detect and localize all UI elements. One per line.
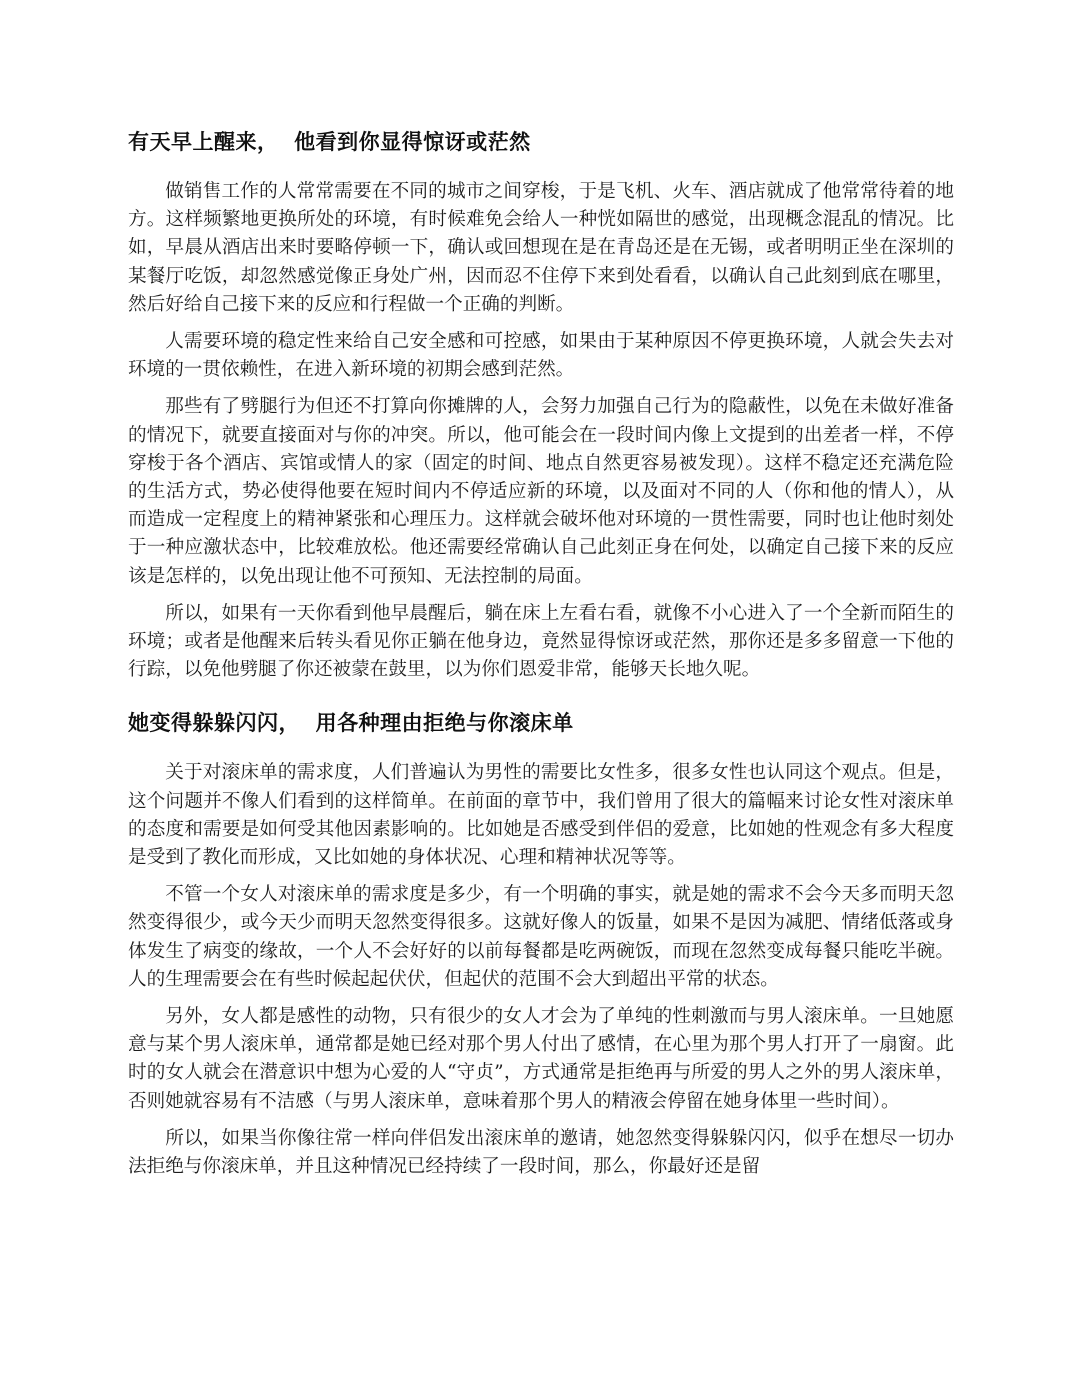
section-avoidance bbox=[128, 707, 954, 1181]
paragraph: 做销售工作的人常常需要在不同的城市之间穿梭，于是飞机、火车、酒店就成了他常常待着的地方。这样频繁地更换所处的环境，有时候难免会给人一种恍如隔世的感觉，出现概念混乱的情况。比如，早晨从酒店出来时要略停顿一下，确认或回想现在是在青岛还是在无锡，或者明明正坐在深圳的某餐厅吃饭，却忽然感觉像正身处广州，因而忍不住停下来到处看看，以确认自己此刻到底在哪里，然后好给自己接下来的反应和行程做一个正确的判断。 bbox=[128, 181, 954, 315]
paragraph: 关于对滚床单的需求度，人们普遍认为男性的需要比女性多，很多女性也认同这个观点。但是，这个问题并不像人们看到的这样简单。在前面的章节中，我们曾用了很大的篇幅来讨论女性对滚床单的态度和需要是如何受其他因素影响的。比如她是否感受到伴侣的爱意，比如她的性观念有多大程度是受到了教化而形成，又比如她的身体状况、心理和精神状况等等。 bbox=[128, 762, 954, 869]
paragraph: 人需要环境的稳定性来给自己安全感和可控感，如果由于某种原因不停更换环境，人就会失去对环境的一贯依赖性，在进入新环境的初期会感到茫然。 bbox=[128, 331, 954, 381]
paragraph: 不管一个女人对滚床单的需求度是多少，有一个明确的事实，就是她的需求不会今天多而明天忽然变得很少，或今天少而明天忽然变得很多。这就好像人的饭量，如果不是因为减肥、情绪低落或身体发生了病变的缘故，一个人不会好好的以前每餐都是吃两碗饭，而现在忽然变成每餐只能吃半碗。人的生理需要会在有些时候起起伏伏，但起伏的范围不会大到超出平常的状态。 bbox=[128, 884, 954, 990]
section-morning-surprise bbox=[128, 126, 954, 684]
paragraph: 所以，如果当你像往常一样向伴侣发出滚床单的邀请，她忽然变得躲躲闪闪，似乎在想尽一切办法拒绝与你滚床单，并且这种情况已经持续了一段时间，那么，你最好还是留 bbox=[128, 1127, 954, 1178]
section-heading: 有天早上醒来， 他看到你显得惊讶或茫然 bbox=[128, 130, 531, 154]
document-page bbox=[128, 126, 954, 1190]
section-heading: 她变得躲躲闪闪， 用各种理由拒绝与你滚床单 bbox=[128, 711, 574, 736]
paragraph: 所以，如果有一天你看到他早晨醒后，躺在床上左看右看，就像不小心进入了一个全新而陌生的环境；或者是他醒来后转头看见你正躺在他身边，竟然显得惊讶或茫然，那你还是多多留意一下他的行踪，以免他劈腿了你还被蒙在鼓里，以为你们恩爱非常，能够天长地久呢。 bbox=[128, 602, 954, 681]
paragraph: 那些有了劈腿行为但还不打算向你摊牌的人，会努力加强自己行为的隐蔽性，以免在未做好准备的情况下，就要直接面对与你的冲突。所以，他可能会在一段时间内像上文提到的出差者一样，不停穿梭于各个酒店、宾馆或情人的家（固定的时间、地点自然更容易被发现）。这样不稳定还充满危险的生活方式，势必使得他要在短时间内不停适应新的环境，以及面对不同的人（你和他的情人），从而造成一定程度上的精神紧张和心理压力。这样就会破坏他对环境的一贯性需要，同时也让他时刻处于一种应激状态中，比较难放松。他还需要经常确认自己此刻正身在何处，以确定自己接下来的反应该是怎样的，以免出现让他不可预知、无法控制的局面。 bbox=[128, 396, 954, 587]
paragraph: 另外，女人都是感性的动物，只有很少的女人才会为了单纯的性刺激而与男人滚床单。一旦她愿意与某个男人滚床单，通常都是她已经对那个男人付出了感情，在心里为那个男人打开了一扇窗。此时的女人就会在潜意识中想为心爱的人“守贞”，方式通常是拒绝再与所爱的男人之外的男人滚床单，否则她就容易有不洁感（与男人滚床单，意味着那个男人的精液会停留在她身体里一些时间）。 bbox=[128, 1006, 954, 1112]
